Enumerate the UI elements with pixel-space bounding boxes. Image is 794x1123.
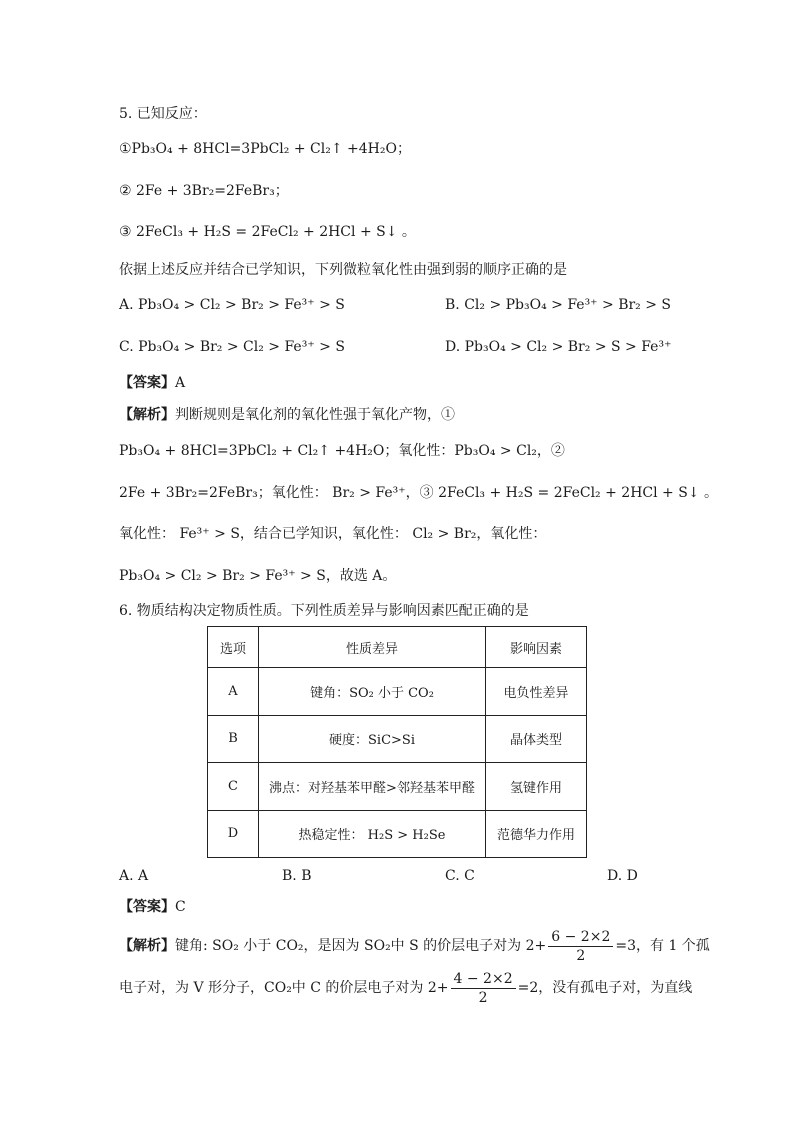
q5-analysis-line-2: Pb₃O₄ + 8HCl=3PbCl₂ + Cl₂↑ +4H₂O；氧化性：Pb₃O₄ > Cl₂，②: [119, 443, 565, 459]
header-cell: 性质差异: [259, 627, 486, 668]
q6-option-c: C. C: [445, 868, 475, 884]
q6-table: [207, 626, 587, 858]
q5-question: 依据上述反应并结合已学知识，下列微粒氧化性由强到弱的顺序正确的是: [119, 262, 567, 278]
q5-reaction-2: ② 2Fe + 3Br₂=2FeBr₃；: [119, 183, 289, 199]
q6-option-a: A. A: [119, 868, 149, 884]
table-cell: C: [208, 763, 259, 810]
table-cell: 氢键作用: [486, 763, 587, 810]
q6-option-d: D. D: [607, 868, 638, 884]
answer-label: 【答案】: [119, 899, 175, 915]
q5-analysis-line-1: 【解析】判断规则是氧化剂的氧化性强于氧化产物，①: [119, 407, 455, 423]
q6-analysis-line-2: 电子对，为 V 形分子，CO₂中 C 的价层电子对为 2+ $\frac{4 - 2\times 2}{2}$ =2，没有孤电子对，为直线: [119, 970, 693, 1006]
q5-reaction-1: ①Pb₃O₄ + 8HCl=3PbCl₂ + Cl₂↑ +4H₂O；: [119, 141, 411, 157]
q5-analysis-line-5: Pb₃O₄ > Cl₂ > Br₂ > Fe³⁺ > S，故选 A。: [119, 568, 397, 584]
table-cell: A: [208, 668, 259, 715]
table-row: [208, 763, 587, 810]
q5-analysis-line-3: 2Fe + 3Br₂=2FeBr₃；氧化性： Br₂ > Fe³⁺，③ 2FeCl₃ + H₂S = 2FeCl₂ + 2HCl + S↓ 。: [119, 485, 718, 501]
analysis-label: 【解析】: [119, 407, 175, 423]
table-cell: 范德华力作用: [486, 810, 587, 857]
table-cell: 热稳定性： H₂S > H₂Se: [259, 810, 486, 857]
fraction: $\frac{6 - 2\times 2}{2}$: [548, 928, 613, 965]
fraction: $\frac{4 - 2\times 2}{2}$: [451, 970, 516, 1007]
answer-value: A: [175, 375, 186, 391]
q6-title: 6. 物质结构决定物质性质。下列性质差异与影响因素匹配正确的是: [119, 603, 529, 619]
header-cell: 影响因素: [486, 627, 587, 668]
q6-option-b: B. B: [282, 868, 312, 884]
table-row: [208, 668, 587, 715]
table-cell: 晶体类型: [486, 715, 587, 762]
q5-option-b: B. Cl₂ > Pb₃O₄ > Fe³⁺ > Br₂ > S: [445, 297, 672, 313]
analysis-label: 【解析】: [119, 938, 175, 954]
table-cell: 沸点：对羟基苯甲醛>邻羟基苯甲醛: [259, 763, 486, 810]
table-header-row: [208, 627, 587, 668]
q5-option-a: A. Pb₃O₄ > Cl₂ > Br₂ > Fe³⁺ > S: [119, 297, 345, 313]
table-row: [208, 810, 587, 857]
q5-analysis-line-4: 氧化性： Fe³⁺ > S，结合已学知识，氧化性： Cl₂ > Br₂，氧化性：: [119, 526, 547, 542]
q5-reaction-3: ③ 2FeCl₃ + H₂S = 2FeCl₂ + 2HCl + S↓ 。: [119, 224, 416, 240]
table-row: [208, 715, 587, 762]
table-cell: 键角：SO₂ 小于 CO₂: [259, 668, 486, 715]
answer-label: 【答案】: [119, 375, 175, 391]
header-cell: 选项: [208, 627, 259, 668]
q5-title: 5. 已知反应：: [119, 106, 207, 122]
q5-option-d: D. Pb₃O₄ > Cl₂ > Br₂ > S > Fe³⁺: [445, 339, 672, 355]
table-cell: B: [208, 715, 259, 762]
q5-option-c: C. Pb₃O₄ > Br₂ > Cl₂ > Fe³⁺ > S: [119, 339, 345, 355]
table-cell: 电负性差异: [486, 668, 587, 715]
q6-answer: [119, 897, 186, 917]
q5-answer: [119, 373, 185, 393]
q6-analysis-line-1: 【解析】键角: SO₂ 小于 CO₂，是因为 SO₂中 S 的价层电子对为 2+ $\frac{6 - 2\times 2}{2}$ =3，有 1 个孤: [119, 928, 710, 964]
table-cell: D: [208, 810, 259, 857]
answer-value: C: [175, 899, 186, 915]
table-cell: 硬度：SiC>Si: [259, 715, 486, 762]
